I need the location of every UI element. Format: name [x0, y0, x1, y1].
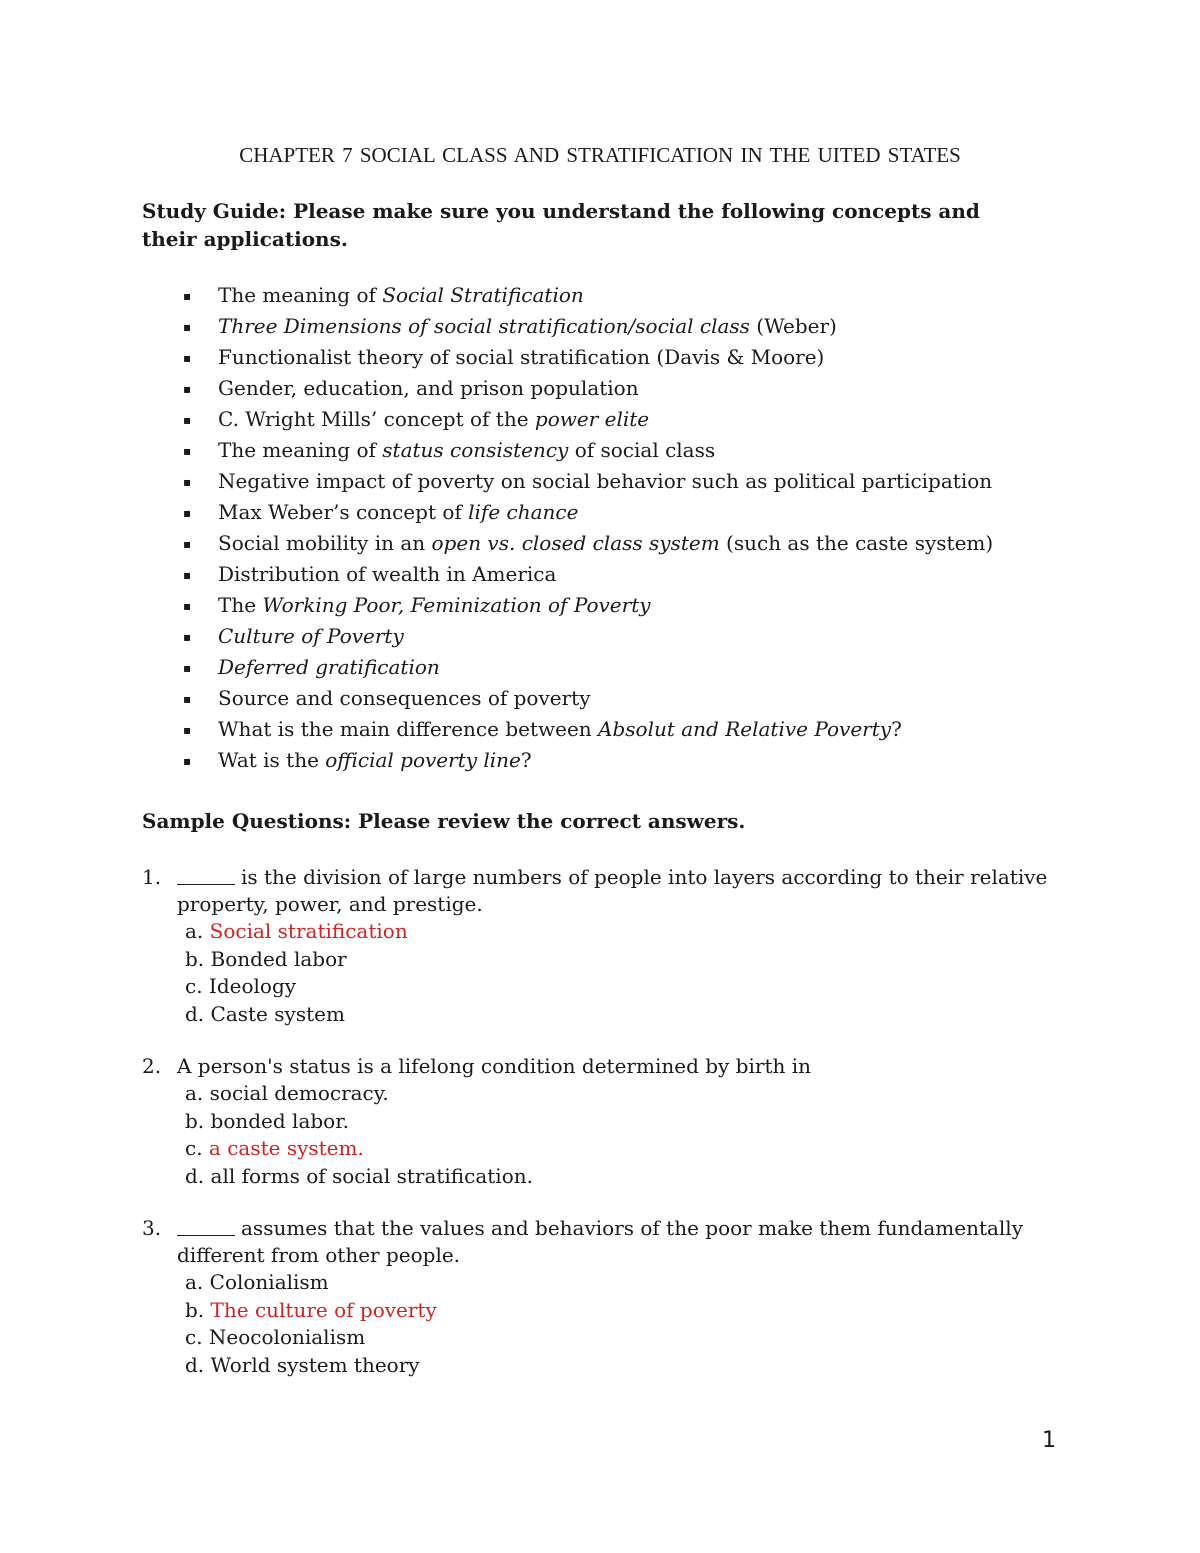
answer-option-correct: [185, 1135, 1072, 1163]
page-number: 1: [1042, 1428, 1056, 1453]
concept-emphasis: Working Poor, Feminization of Poverty: [262, 593, 651, 617]
concept-item: [183, 590, 993, 621]
answer-blank: [177, 866, 235, 885]
question-body: [177, 1215, 1072, 1379]
concept-item: [183, 652, 993, 683]
question-block: [142, 1053, 1072, 1190]
page-title: CHAPTER 7 SOCIAL CLASS AND STRATIFICATION IN THE UITED STATES: [239, 143, 961, 167]
concept-text: Social mobility in an: [218, 531, 432, 555]
bullet-icon: ▪: [183, 599, 192, 613]
option-text: Neocolonialism: [208, 1325, 366, 1349]
concept-text: C. Wright Mills’ concept of the: [218, 407, 535, 431]
option-text: social democracy.: [209, 1081, 389, 1105]
concept-item: [183, 559, 993, 590]
concept-item: [183, 683, 993, 714]
bullet-icon: ▪: [183, 661, 192, 675]
option-letter: d.: [185, 1352, 205, 1377]
question-block: [142, 864, 1072, 1028]
option-text: Social stratification: [209, 919, 408, 943]
question-row: [142, 864, 1072, 1028]
answer-option: [185, 1324, 1072, 1352]
answer-option: [185, 946, 1072, 974]
answer-blank: [177, 1217, 235, 1236]
concept-emphasis: life chance: [468, 500, 579, 524]
option-text: a caste system.: [208, 1136, 364, 1160]
answer-option: [185, 973, 1072, 1001]
option-letter: c.: [185, 1325, 203, 1349]
concept-text: Functionalist theory of social stratification (Davis & Moore): [218, 345, 825, 369]
question-text: [177, 864, 1072, 918]
question-stem: assumes that the values and behaviors of the poor make them fundamentally different from other people.: [177, 1216, 1024, 1267]
concept-text: The meaning of: [218, 283, 383, 307]
question-text: [177, 1215, 1072, 1269]
concept-item: [183, 342, 993, 373]
bullet-icon: ▪: [183, 506, 192, 520]
concept-text: ?: [520, 748, 532, 772]
question-row: [142, 1053, 1072, 1190]
concept-text: (Weber): [749, 314, 837, 338]
answer-option-correct: [185, 1297, 1072, 1325]
option-letter: a.: [185, 1081, 204, 1105]
concept-emphasis: Culture of Poverty: [218, 624, 404, 648]
concept-text: Wat is the: [218, 748, 326, 772]
option-letter: b.: [185, 946, 205, 971]
concept-item: [183, 528, 993, 559]
concept-emphasis: Social Stratification: [382, 283, 584, 307]
concept-text: The meaning of: [218, 438, 383, 462]
bullet-icon: ▪: [183, 537, 192, 551]
answer-option: [185, 1163, 1072, 1191]
answer-option: [185, 1352, 1072, 1380]
concept-item: [183, 435, 993, 466]
concept-list: [183, 280, 993, 776]
concept-text: Source and consequences of poverty: [218, 686, 591, 710]
option-text: The culture of poverty: [210, 1297, 437, 1322]
concept-item: [183, 466, 993, 497]
option-text: World system theory: [210, 1352, 420, 1377]
concept-emphasis: power elite: [534, 407, 650, 431]
concept-item: [183, 404, 993, 435]
question-body: [177, 1053, 1072, 1190]
concept-emphasis: status consistency: [382, 438, 569, 462]
answer-option: [185, 1080, 1072, 1108]
concept-item: [183, 714, 993, 745]
concept-text: of social class: [568, 438, 716, 462]
option-text: Colonialism: [209, 1270, 329, 1294]
concept-text: The: [218, 593, 263, 617]
concept-emphasis: Three Dimensions of social stratification/social class: [218, 314, 750, 338]
answer-option: [185, 1269, 1072, 1297]
concept-item: [183, 621, 993, 652]
question-number: 3.: [142, 1216, 162, 1240]
option-text: Ideology: [208, 974, 297, 998]
bullet-icon: ▪: [183, 475, 192, 489]
answer-options: [177, 1080, 1072, 1190]
concept-item: [183, 311, 993, 342]
concept-emphasis: open vs. closed class system: [431, 531, 720, 555]
question-number: 2.: [142, 1054, 162, 1078]
concept-text: Gender, education, and prison population: [218, 376, 639, 400]
concept-item: [183, 373, 993, 404]
question-stem: is the division of large numbers of people into layers according to their relative property, power, and prestige.: [177, 865, 1048, 916]
concept-item: [183, 497, 993, 528]
bullet-icon: ▪: [183, 754, 192, 768]
bullet-icon: ▪: [183, 413, 192, 427]
answer-options: [177, 918, 1072, 1028]
option-text: Caste system: [210, 1001, 345, 1026]
question-body: [177, 864, 1072, 1028]
option-letter: d.: [185, 1001, 205, 1026]
bullet-icon: ▪: [183, 692, 192, 706]
concept-text: Max Weber’s concept of: [218, 500, 469, 524]
bullet-icon: ▪: [183, 320, 192, 334]
bullet-icon: ▪: [183, 444, 192, 458]
concept-text: (such as the caste system): [719, 531, 994, 555]
bullet-icon: ▪: [183, 568, 192, 582]
question-row: [142, 1215, 1072, 1379]
option-letter: a.: [185, 1270, 204, 1294]
question-number: 1.: [142, 865, 162, 889]
option-text: all forms of social stratification.: [210, 1163, 533, 1188]
question-stem: A person's status is a lifelong condition determined by birth in: [177, 1054, 811, 1078]
concept-emphasis: Absolut and Relative Poverty: [598, 717, 892, 741]
option-letter: c.: [185, 1136, 203, 1160]
bullet-icon: ▪: [183, 382, 192, 396]
option-letter: a.: [185, 919, 204, 943]
option-letter: b.: [185, 1108, 205, 1133]
option-text: Bonded labor: [210, 946, 347, 971]
concept-text: Negative impact of poverty on social behavior such as political participation: [218, 469, 993, 493]
bullet-icon: ▪: [183, 630, 192, 644]
concept-text: Distribution of wealth in America: [218, 562, 557, 586]
concept-emphasis: Deferred gratification: [218, 655, 440, 679]
option-letter: b.: [185, 1297, 205, 1322]
sample-questions-heading: Sample Questions: Please review the correct answers.: [142, 809, 746, 833]
bullet-icon: ▪: [183, 351, 192, 365]
concept-text: What is the main difference between: [218, 717, 599, 741]
option-letter: c.: [185, 974, 203, 998]
concept-text: ?: [891, 717, 902, 741]
question-text: [177, 1053, 1072, 1080]
study-guide-heading: Study Guide: Please make sure you understand the following concepts and their applications.: [142, 199, 980, 251]
answer-option-correct: [185, 918, 1072, 946]
answer-option: [185, 1108, 1072, 1136]
option-letter: d.: [185, 1163, 205, 1188]
question-block: [142, 1215, 1072, 1379]
concept-emphasis: official poverty line: [325, 748, 521, 772]
answer-option: [185, 1001, 1072, 1029]
bullet-icon: ▪: [183, 723, 192, 737]
concept-item: [183, 745, 993, 776]
answer-options: [177, 1269, 1072, 1379]
option-text: bonded labor.: [210, 1108, 349, 1133]
concept-item: [183, 280, 993, 311]
bullet-icon: ▪: [183, 289, 192, 303]
